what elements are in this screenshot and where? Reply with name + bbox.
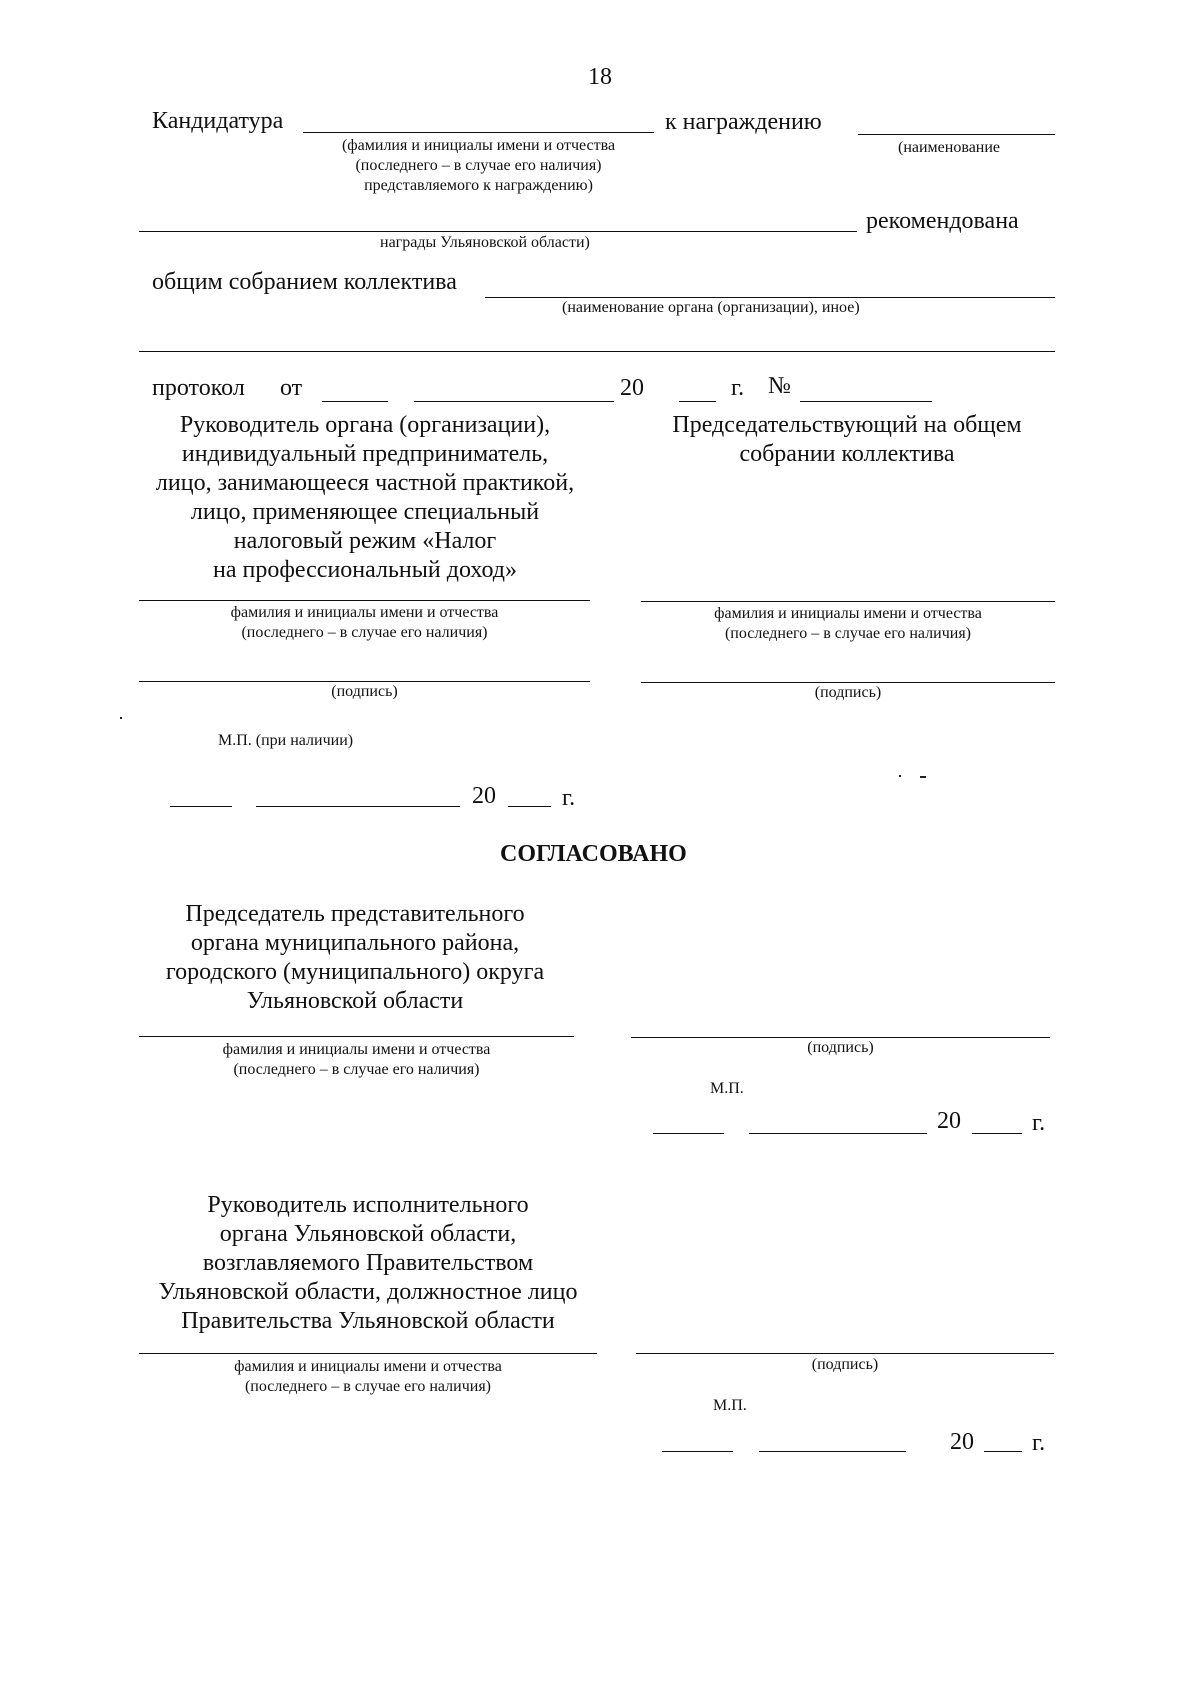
meeting-org-line[interactable] xyxy=(485,297,1055,298)
award-hint-start: (наименование xyxy=(898,139,1001,156)
award-name-line-2[interactable] xyxy=(139,231,857,232)
candidate-name-hint: (фамилия и инициалы имени и отчества (последнего – в случае его наличия) представляемого к награждению) xyxy=(341,137,616,194)
left-signer-signature-hint: (подпись) xyxy=(331,683,398,700)
candidate-name-line[interactable] xyxy=(303,132,654,133)
scan-speck xyxy=(899,775,901,777)
left-date-year-prefix: 20 xyxy=(472,783,496,809)
meeting-org-hint: (наименование органа (организации), иное) xyxy=(562,299,860,316)
left-signer-name-hint: фамилия и инициалы имени и отчества (последнего – в случае его наличия) xyxy=(230,604,499,641)
approved-second-name-line[interactable] xyxy=(139,1353,597,1354)
recommended-label: рекомендована xyxy=(866,208,1019,234)
protocol-number-line[interactable] xyxy=(800,401,932,402)
approved-second-name-hint: фамилия и инициалы имени и отчества (последнего – в случае его наличия) xyxy=(234,1358,502,1395)
protocol-number-sign: № xyxy=(768,373,791,399)
award-name-line[interactable] xyxy=(858,134,1055,135)
left-signer-signature-line[interactable] xyxy=(139,681,590,682)
approved-first-name-line[interactable] xyxy=(139,1036,574,1037)
scan-speck xyxy=(920,776,926,778)
approved-first-signature-hint: (подпись) xyxy=(807,1039,874,1056)
left-date-year-suffix: г. xyxy=(562,785,576,811)
approved-second-year-suffix: г. xyxy=(1032,1430,1046,1456)
right-signer-signature-line[interactable] xyxy=(641,682,1055,683)
left-signer-title: Руководитель органа (организации), индивидуальный предприниматель, лицо, занимающееся частной практикой, лицо, применяющее специальный налоговый режим «Налог на профессиональный доход» xyxy=(155,412,575,583)
award-hint-end: награды Ульяновской области) xyxy=(380,234,590,251)
approved-second-signature-line[interactable] xyxy=(636,1353,1054,1354)
meeting-org-line-2[interactable] xyxy=(139,351,1055,352)
meeting-label: общим собранием коллектива xyxy=(152,269,457,295)
approved-second-stamp: М.П. xyxy=(713,1397,747,1414)
protocol-day-line[interactable] xyxy=(322,401,388,402)
left-date-year-line[interactable] xyxy=(508,806,551,807)
protocol-label: протокол xyxy=(152,375,245,401)
approved-first-stamp: М.П. xyxy=(710,1080,744,1097)
approved-second-title: Руководитель исполнительного органа Ульяновской области, возглавляемого Правительством Ульяновской области, должностное лицо Правительства Ульяновской области xyxy=(158,1192,578,1334)
to-award-label: к награждению xyxy=(665,109,822,135)
right-signer-name-line[interactable] xyxy=(641,601,1055,602)
protocol-month-line[interactable] xyxy=(414,401,614,402)
approved-second-year-line[interactable] xyxy=(984,1451,1022,1452)
protocol-year-line[interactable] xyxy=(679,401,716,402)
approved-second-day-line[interactable] xyxy=(662,1451,733,1452)
protocol-from: от xyxy=(280,375,303,401)
approved-first-signature-line[interactable] xyxy=(631,1037,1050,1038)
approved-second-year-prefix: 20 xyxy=(950,1429,974,1455)
right-signer-title: Председательствующий на общем собрании коллектива xyxy=(672,412,1022,467)
left-date-day-line[interactable] xyxy=(170,806,232,807)
approved-first-year-prefix: 20 xyxy=(937,1108,961,1134)
approved-second-signature-hint: (подпись) xyxy=(811,1356,879,1373)
protocol-year-suffix: г. xyxy=(731,375,745,401)
approved-first-name-hint: фамилия и инициалы имени и отчества (последнего – в случае его наличия) xyxy=(222,1041,491,1078)
page-number: 18 xyxy=(588,64,612,90)
approved-first-year-suffix: г. xyxy=(1032,1110,1046,1136)
candidate-label: Кандидатура xyxy=(152,108,284,134)
approved-second-month-line[interactable] xyxy=(759,1451,906,1452)
right-signer-name-hint: фамилия и инициалы имени и отчества (последнего – в случае его наличия) xyxy=(714,605,982,642)
left-date-month-line[interactable] xyxy=(256,806,460,807)
left-signer-stamp: М.П. (при наличии) xyxy=(218,732,354,749)
approved-heading: СОГЛАСОВАНО xyxy=(500,841,687,867)
approved-first-month-line[interactable] xyxy=(749,1133,927,1134)
right-signer-signature-hint: (подпись) xyxy=(814,684,882,701)
approved-first-day-line[interactable] xyxy=(653,1133,724,1134)
protocol-year-prefix: 20 xyxy=(620,375,644,401)
approved-first-title: Председатель представительного органа муниципального района, городского (муниципального) округа Ульяновской области xyxy=(165,901,545,1014)
approved-first-year-line[interactable] xyxy=(972,1133,1022,1134)
left-signer-name-line[interactable] xyxy=(139,600,590,601)
scan-speck xyxy=(120,717,122,719)
